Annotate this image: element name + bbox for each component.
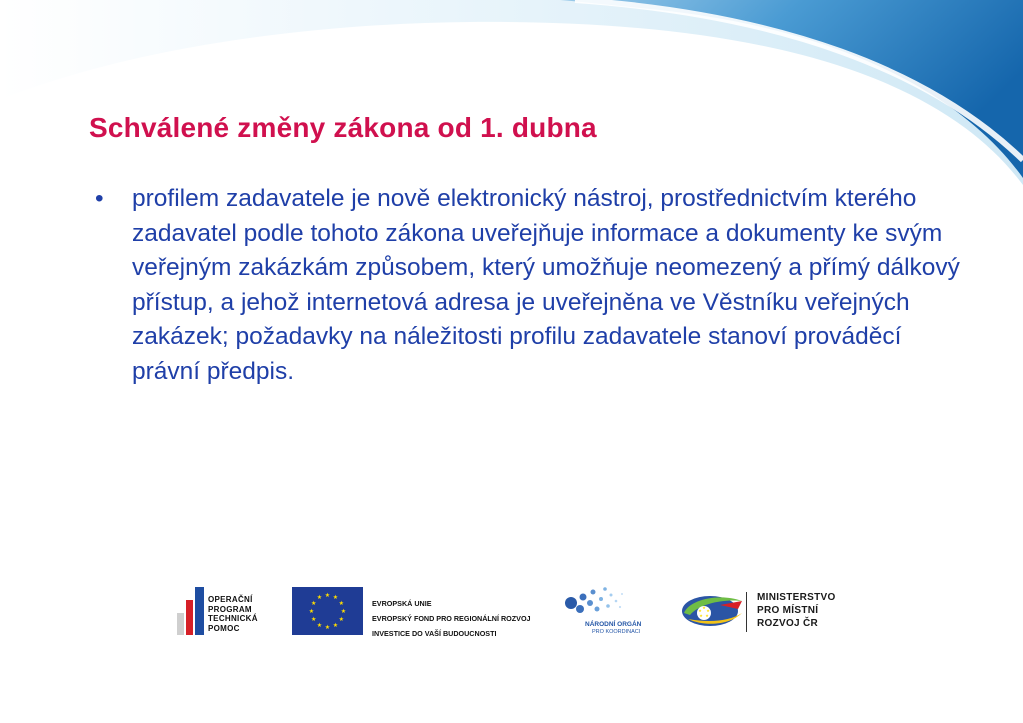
svg-text:★: ★ bbox=[340, 608, 347, 615]
eu-line: EVROPSKÁ UNIE bbox=[372, 599, 432, 608]
mmr-line: MINISTERSTVO bbox=[757, 592, 836, 603]
eu-line: EVROPSKÝ FOND PRO REGIONÁLNÍ ROZVOJ bbox=[372, 614, 531, 623]
header-swoosh-graphic bbox=[0, 0, 1023, 200]
svg-text:★: ★ bbox=[308, 608, 315, 615]
bullet-item bbox=[95, 182, 975, 389]
svg-text:★: ★ bbox=[338, 600, 344, 607]
bullet-text: profilem zadavatele je nově elektronický nástroj, prostřednictvím kterého zadavatel podle tohoto zákona uveřejňuje informace a dokumenty ke svým veřejným zakázkám způsobem, který umožňuje neomezený a přímý dálkový přístup, a jehož internetová adresa je uveřejněna ve Věstníku veřejných zakázek; požadavky na náležitosti profilu zadavatele stanoví prováděcí právní předpis. bbox=[132, 185, 960, 385]
optp-logo-text bbox=[208, 595, 258, 633]
optp-bar-blue bbox=[195, 587, 204, 635]
nok-line: PRO KOORDINACI bbox=[592, 629, 641, 635]
nok-logo bbox=[563, 585, 653, 640]
optp-line: POMOC bbox=[208, 623, 240, 633]
nok-dots-icon bbox=[563, 585, 653, 621]
svg-text:★: ★ bbox=[332, 621, 339, 629]
svg-text:★: ★ bbox=[311, 600, 317, 607]
svg-text:★: ★ bbox=[311, 616, 317, 623]
svg-text:★: ★ bbox=[698, 608, 702, 613]
eu-line: INVESTICE DO VAŠÍ BUDOUCNOSTI bbox=[372, 629, 497, 638]
svg-text:★: ★ bbox=[706, 608, 710, 613]
optp-line: OPERAČNÍ bbox=[208, 595, 253, 604]
svg-text:★: ★ bbox=[702, 605, 706, 610]
mmr-emblem-icon bbox=[680, 591, 746, 631]
svg-text:★: ★ bbox=[699, 613, 703, 618]
bullet-marker: • bbox=[95, 185, 104, 212]
optp-line: PROGRAM bbox=[208, 604, 252, 614]
eu-text bbox=[372, 596, 531, 641]
svg-text:★: ★ bbox=[324, 624, 331, 631]
mmr-line: PRO MÍSTNÍ bbox=[757, 605, 819, 616]
slide-title: Schválené změny zákona od 1. dubna bbox=[89, 112, 597, 143]
optp-logo bbox=[177, 587, 277, 637]
svg-text:★: ★ bbox=[338, 616, 344, 623]
optp-bar-grey bbox=[177, 613, 184, 635]
svg-text:★: ★ bbox=[316, 621, 323, 629]
bullet-list bbox=[95, 182, 975, 389]
svg-text:★: ★ bbox=[332, 594, 339, 602]
svg-text:★: ★ bbox=[324, 592, 331, 599]
svg-text:★: ★ bbox=[316, 594, 323, 602]
eu-flag-icon bbox=[292, 587, 363, 635]
optp-bar-red bbox=[186, 600, 193, 635]
mmr-text bbox=[757, 591, 836, 630]
mmr-divider bbox=[746, 592, 747, 632]
nok-line: NÁRODNÍ ORGÁN bbox=[585, 621, 642, 628]
mmr-line: ROZVOJ ČR bbox=[757, 618, 819, 629]
svg-text:★: ★ bbox=[705, 613, 709, 618]
optp-line: TECHNICKÁ bbox=[208, 614, 258, 624]
